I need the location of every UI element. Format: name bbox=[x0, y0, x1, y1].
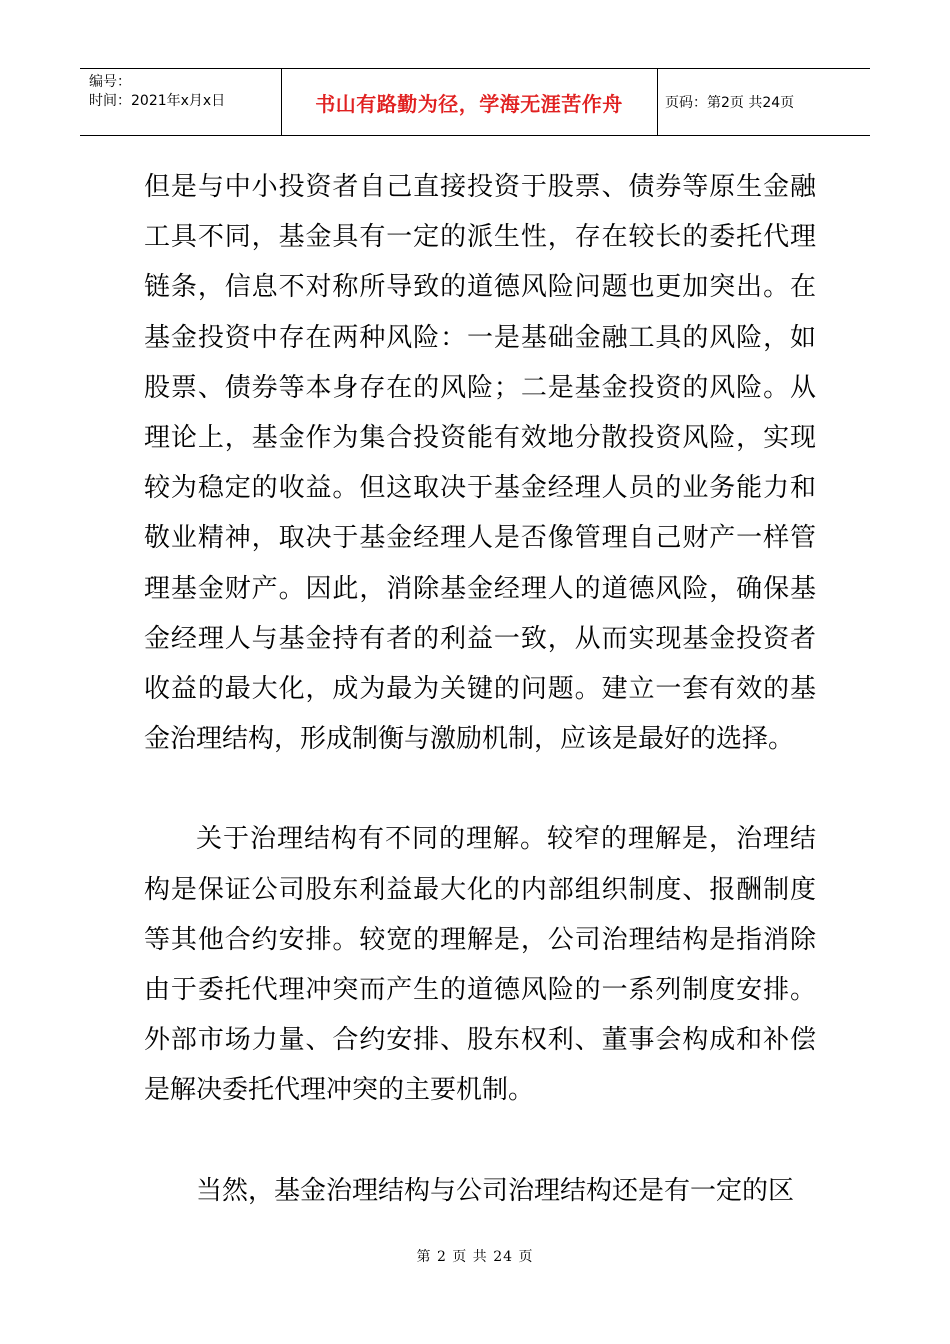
document-code-label: 编号： bbox=[89, 74, 131, 90]
page-footer: 第 2 页 共 24 页 bbox=[416, 1249, 534, 1265]
body-paragraph: 关于治理结构有不同的理解。较窄的理解是，治理结构是保证公司股东利益最大化的内部组织制度、报酬制度等其他合约安排。较宽的理解是，公司治理结构是指消除由于委托代理冲突而产生的道德风险的一系列制度安排。外部市场力量、合约安排、股东权利、董事会构成和补偿是解决委托代理冲突的主要机制。 bbox=[144, 824, 816, 1106]
body-paragraph: 当然，基金治理结构与公司治理结构还是有一定的区 bbox=[196, 1175, 795, 1206]
header-motto: 书山有路勤为径，学海无涯苦作舟 bbox=[315, 91, 623, 116]
body-paragraph: 但是与中小投资者自己直接投资于股票、债券等原生金融工具不同，基金具有一定的派生性，存在较长的委托代理链条，信息不对称所导致的道德风险问题也更加突出。在基金投资中存在两种风险：一是基础金融工具的风险，如股票、债券等本身存在的风险；二是基金投资的风险。从理论上，基金作为集合投资能有效地分散投资风险，实现较为稳定的收益。但这取决于基金经理人员的业务能力和敬业精神，取决于基金经理人是否像管理自己财产一样管理基金财产。因此，消除基金经理人的道德风险，确保基金经理人与基金持有者的利益一致，从而实现基金投资者收益的最大化，成为最为关键的问题。建立一套有效的基金治理结构，形成制衡与激励机制，应该是最好的选择。 bbox=[144, 172, 816, 755]
header-divider-right bbox=[657, 69, 658, 135]
page-header bbox=[80, 68, 870, 136]
document-time-label: 时间：2021年x月x日 bbox=[89, 93, 226, 109]
document-body bbox=[144, 162, 816, 1216]
header-page-info: 页码：第2页 共24页 bbox=[665, 95, 795, 111]
